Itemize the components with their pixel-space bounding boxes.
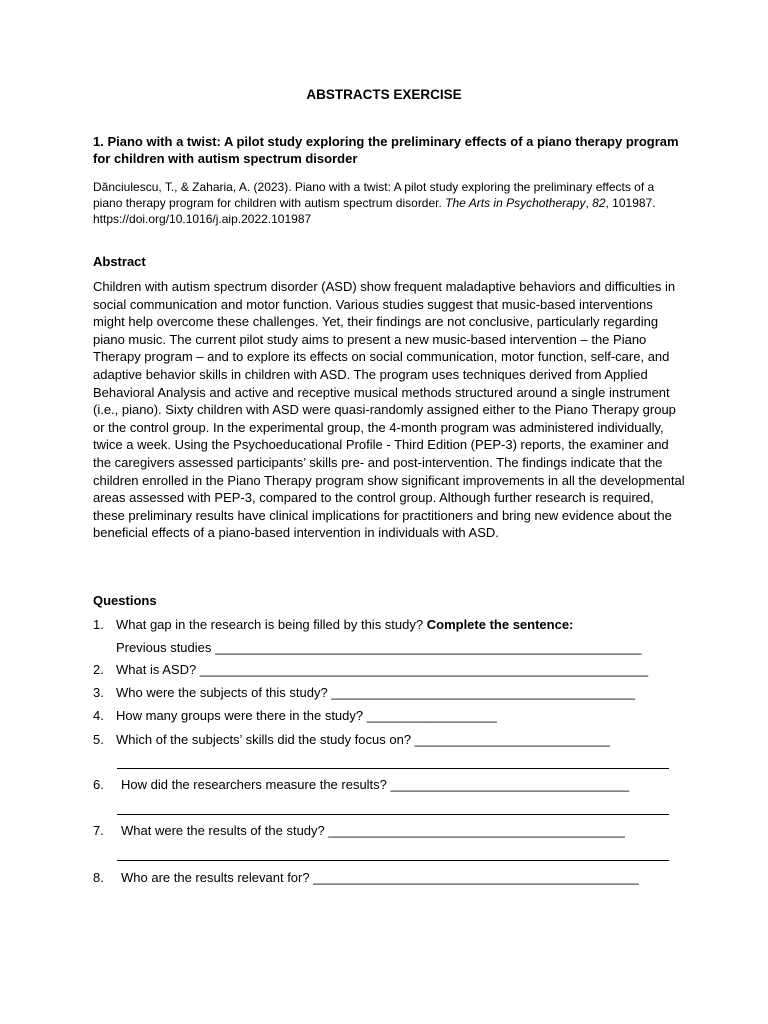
question-number: 7. (93, 823, 104, 838)
question-number: 2. (93, 662, 104, 677)
questions-heading: Questions (93, 593, 157, 608)
abstract-heading: Abstract (93, 254, 146, 269)
abstract-text: Children with autism spectrum disorder (ASD) show frequent maladaptive behaviors and difficulties in social communication and motor function. Various studies suggest that music-based interventions might help overcome these challenges. Yet, their findings are not conclusive, particularly regarding piano music. The current pilot study aims to present a new music-based intervention – the Piano Therapy program – and to explore its effects on social communication, motor function, self-care, and adaptive behavior skills in children with ASD. The program uses techniques derived from Applied Behavioral Analysis and active and receptive musical methods structured around a single instrument (i.e., piano). Sixty children with ASD were quasi-randomly assigned either to the Piano Therapy group or the control group. In the experimental group, the 4-month program was administered individually, twice a week. Using the Psychoeducational Profile - Third Edition (PEP-3) reports, the examiner and the caregivers assessed participants’ skills pre- and post-intervention. The findings indicate that the children enrolled in the Piano Therapy program show significant improvements in all the developmental areas assessed with PEP-3, compared to the control group. Although further research is required, these preliminary results have clinical implications for practitioners and bring new evidence about the beneficial effects of a piano-based intervention in individuals with ASD. (93, 279, 685, 541)
citation-separator: , (605, 196, 613, 210)
question-3 (93, 685, 635, 701)
question-5 (93, 732, 610, 748)
question-6 (93, 777, 629, 793)
question-text[interactable]: How many groups were there in the study? __________________ (116, 708, 497, 723)
question-text: What gap in the research is being filled by this study? (116, 617, 427, 632)
question-7 (93, 823, 625, 839)
citation (93, 179, 683, 227)
article-title: 1. Piano with a twist: A pilot study exploring the preliminary effects of a piano therapy program for children with autism spectrum disorder (93, 134, 679, 166)
question-text[interactable]: How did the researchers measure the results? _________________________________ (121, 777, 630, 792)
question-8 (93, 870, 639, 886)
citation-journal: The Arts in Psychotherapy (445, 196, 586, 210)
question-instruction: Complete the sentence: (426, 617, 574, 632)
question-text[interactable]: Who were the subjects of this study? __________________________________________ (116, 685, 635, 700)
question-4 (93, 708, 497, 724)
citation-volume: 82 (592, 196, 606, 210)
question-text[interactable]: Who are the results relevant for? _____________________________________________ (121, 870, 639, 885)
answer-blank-line[interactable] (117, 814, 669, 815)
question-2 (93, 662, 648, 678)
question-1-answer-line[interactable]: Previous studies ___________________________________________________________ (116, 640, 642, 655)
question-number: 6. (93, 777, 104, 792)
citation-text: Dănciulescu, T., & Zaharia, A. (2023). Piano with a twist: A pilot study exploring the preliminary effects of a piano therapy program for children with autism spectrum disorder. (93, 180, 655, 210)
answer-blank-line[interactable] (117, 860, 669, 861)
page-title: ABSTRACTS EXERCISE (306, 87, 462, 102)
question-number: 1. (93, 617, 104, 632)
question-number: 8. (93, 870, 104, 885)
citation-doi: 101987. https://doi.org/10.1016/j.aip.2022.101987 (93, 196, 656, 226)
question-text[interactable]: What were the results of the study? _________________________________________ (121, 823, 625, 838)
question-number: 5. (93, 732, 104, 747)
answer-blank-line[interactable] (117, 768, 669, 769)
question-text[interactable]: What is ASD? ______________________________________________________________ (116, 662, 649, 677)
question-text[interactable]: Which of the subjects’ skills did the study focus on? ___________________________ (116, 732, 610, 747)
question-1 (93, 617, 573, 633)
question-number: 3. (93, 685, 104, 700)
citation-separator: , (585, 196, 593, 210)
question-number: 4. (93, 708, 104, 723)
